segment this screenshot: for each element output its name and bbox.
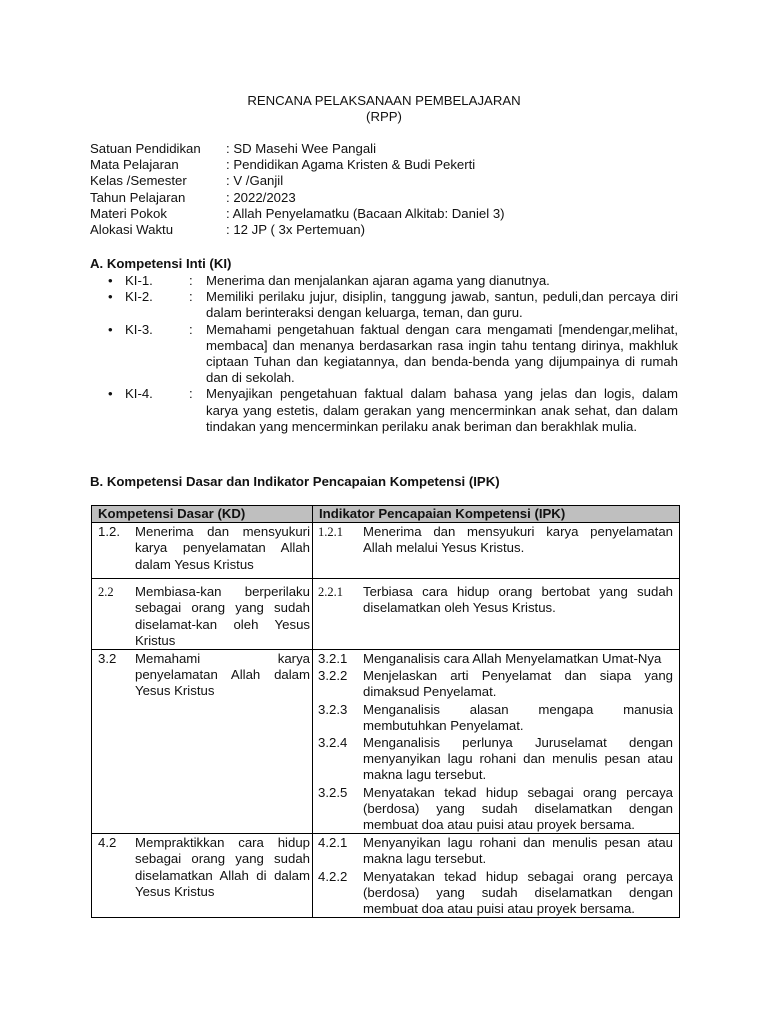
ipk-text: Menyanyikan lagu rohani dan menulis pesan atau makna lagu tersebut. <box>363 835 673 867</box>
identity-label: Mata Pelajaran <box>90 157 179 173</box>
ipk-number: 1.2.1 <box>318 525 343 540</box>
kd-cell <box>92 579 313 650</box>
column-header-kd: Kompetensi Dasar (KD) <box>92 506 313 523</box>
table-row <box>92 523 680 579</box>
identity-label: Alokasi Waktu <box>90 221 174 237</box>
ipk-text: Menjelaskan arti Penyelamat dan siapa yang dimaksud Penyelamat. <box>363 668 673 700</box>
ipk-number: 2.2.1 <box>318 585 343 600</box>
kd-ipk-table <box>91 505 680 918</box>
kd-cell <box>92 650 313 834</box>
ki-text: Memahami pengetahuan faktual dengan cara mengamati [mendengar,melihat, membaca] dan menanya berdasarkan rasa ingin tahu tentang dirinya, makhluk ciptaan Tuhan dan kegiatannya, dan benda-benda yang dijumpainya di rumah dan di sekolah. <box>206 321 678 386</box>
ki-text: Memiliki perilaku jujur, disiplin, tanggung jawab, santun, peduli,dan percaya diri dalam berinteraksi dengan keluarga, teman, dan guru. <box>206 289 678 321</box>
ipk-text: Menganalisis perlunya Juruselamat dengan menyanyikan lagu rohani dan menulis pesan atau makna lagu tersebut. <box>363 735 673 783</box>
ipk-text: Menganalisis cara Allah Menyelamatkan Umat-Nya <box>363 651 662 667</box>
ipk-text: Menganalisis alasan mengapa manusia membutuhkan Penyelamat. <box>363 701 673 733</box>
bullet: • <box>108 321 113 337</box>
kd-number: 4.2 <box>98 835 117 851</box>
ki-code: KI-1. <box>125 273 153 288</box>
table-header-row <box>92 506 680 523</box>
list-item <box>108 322 678 387</box>
ki-code: KI-4. <box>125 386 153 402</box>
ki-colon: : <box>189 289 193 305</box>
document-title <box>0 93 768 125</box>
identity-label: Materi Pokok <box>90 205 167 221</box>
identity-value: : SD Masehi Wee Pangali <box>226 141 377 156</box>
kd-text: Membiasa-kan berperilaku sebagai orang yang sudah diselamat-kan oleh Yesus Kristus <box>135 584 310 648</box>
identity-label: Tahun Pelajaran <box>90 189 186 205</box>
identity-row <box>90 157 505 173</box>
ipk-cell <box>313 523 680 579</box>
ipk-number: 3.2.5 <box>318 784 348 800</box>
ipk-text: Menyatakan tekad hidup sebagai orang percaya (berdosa) yang sudah diselamatkan dengan membuat doa atau puisi atau proyek bersama. <box>363 868 673 917</box>
identity-label: Kelas /Semester <box>90 173 187 189</box>
ipk-cell <box>313 650 680 834</box>
ki-colon: : <box>189 386 193 402</box>
ki-code: KI-3. <box>125 321 153 337</box>
bullet: • <box>108 273 113 288</box>
bullet: • <box>108 386 113 402</box>
kd-number: 2.2 <box>98 585 114 600</box>
kd-text: Menerima dan mensyukuri karya penyelamatan Allah dalam Yesus Kristus <box>135 524 310 572</box>
identity-value: : Allah Penyelamatku (Bacaan Alkitab: Daniel 3) <box>226 205 505 221</box>
ki-colon: : <box>189 321 193 337</box>
identity-row <box>90 141 505 157</box>
identity-row <box>90 222 505 238</box>
ipk-number: 4.2.2 <box>318 868 348 884</box>
identity-value: : 12 JP ( 3x Pertemuan) <box>226 221 366 237</box>
ipk-text: Menerima dan mensyukuri karya penyelamatan Allah melalui Yesus Kristus. <box>363 524 673 556</box>
ki-text: Menyajikan pengetahuan faktual dalam bahasa yang jelas dan logis, dalam karya yang estetis, dalam gerakan yang mencerminkan anak sehat, dan dalam tindakan yang mencerminkan perilaku anak beriman dan berakhlak mulia. <box>206 386 678 434</box>
identity-value: : V /Ganjil <box>226 173 284 189</box>
kd-number: 3.2 <box>98 651 117 667</box>
ipk-cell <box>313 579 680 650</box>
table-row <box>92 834 680 918</box>
ki-list <box>108 273 678 435</box>
ipk-text: Menyatakan tekad hidup sebagai orang percaya (berdosa) yang sudah diselamatkan dengan membuat doa atau puisi atau proyek bersama. <box>363 784 673 833</box>
list-item <box>108 289 678 321</box>
section-b-heading: B. Kompetensi Dasar dan Indikator Pencapaian Kompetensi (IPK) <box>90 474 500 489</box>
identity-row <box>90 206 505 222</box>
table-row <box>92 579 680 650</box>
kd-text: Mempraktikkan cara hidup sebagai orang yang sudah diselamatkan Allah di dalam Yesus Kristus <box>135 835 310 899</box>
ki-colon: : <box>189 273 193 288</box>
ipk-number: 3.2.3 <box>318 701 348 717</box>
ipk-number: 3.2.1 <box>318 651 348 667</box>
ki-text: Menerima dan menjalankan ajaran agama yang dianutnya. <box>206 273 550 288</box>
identity-block <box>90 141 505 238</box>
kd-text: Memahami karya penyelamatan Allah dalam Yesus Kristus <box>135 651 310 699</box>
ipk-text: Terbiasa cara hidup orang bertobat yang sudah diselamatkan oleh Yesus Kristus. <box>363 584 673 616</box>
ipk-number: 4.2.1 <box>318 835 348 851</box>
title-line-2: (RPP) <box>366 109 402 125</box>
list-item <box>108 386 678 435</box>
list-item <box>108 273 678 289</box>
column-header-ipk: Indikator Pencapaian Kompetensi (IPK) <box>313 506 680 523</box>
kd-cell <box>92 834 313 918</box>
identity-value: : Pendidikan Agama Kristen & Budi Pekerti <box>226 157 476 173</box>
identity-label: Satuan Pendidikan <box>90 141 201 156</box>
kd-cell <box>92 523 313 579</box>
bullet: • <box>108 289 113 305</box>
table-row <box>92 650 680 834</box>
kd-number: 1.2. <box>98 524 120 540</box>
title-line-1: RENCANA PELAKSANAAN PEMBELAJARAN <box>247 93 521 108</box>
ipk-number: 3.2.2 <box>318 668 348 684</box>
ki-code: KI-2. <box>125 289 153 305</box>
ipk-number: 3.2.4 <box>318 735 348 751</box>
ipk-cell <box>313 834 680 918</box>
identity-row <box>90 173 505 189</box>
identity-row <box>90 190 505 206</box>
section-a-heading: A. Kompetensi Inti (KI) <box>90 256 232 271</box>
identity-value: : 2022/2023 <box>226 189 296 205</box>
